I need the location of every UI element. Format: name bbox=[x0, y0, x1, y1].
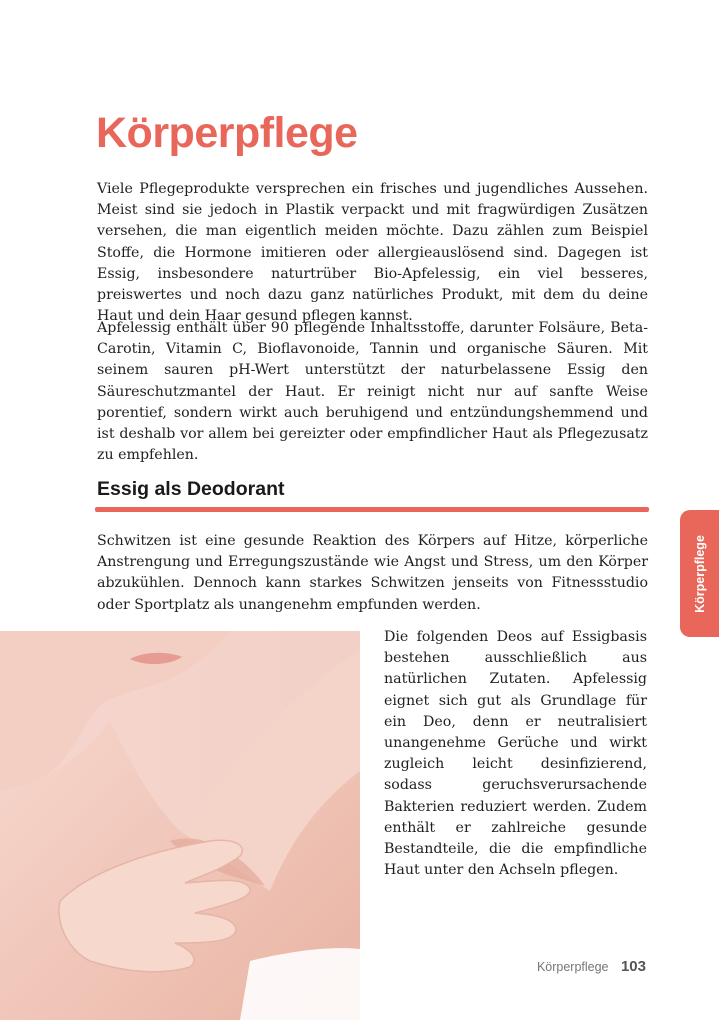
armpit-photo-illustration bbox=[0, 631, 360, 1020]
section-side-paragraph: Die folgenden Deos auf Essigbasis bestehen ausschließlich aus natürlichen Zutaten. Apfelessig eignet sich gut als Grundlage für ein Deo, denn er neutralisiert unangenehme Gerüche und wirkt zugleich leicht desinfizierend, sodass geruchsverursachende Bakterien reduziert werden. Zudem enthält er zahlreiche gesunde Bestandteile, die die empfindliche Haut unter den Achseln pflegen. bbox=[384, 629, 647, 879]
page-footer bbox=[537, 958, 646, 976]
page-number: 103 bbox=[620, 958, 646, 975]
section-intro-paragraph: Schwitzen ist eine gesunde Reaktion des Körpers auf Hitze, körperliche Anstrengung und Erregungszustände wie Angst und Stress, um den Körper abzukühlen. Dennoch kann starkes Schwitzen jenseits von Fitnessstudio oder Sportplatz als unangenehm empfunden werden. bbox=[97, 533, 648, 613]
chapter-tab-label: Körperpflege bbox=[692, 534, 707, 613]
footer-chapter-label: Körperpflege bbox=[536, 960, 609, 974]
page-title: Körperpflege bbox=[96, 109, 358, 157]
chapter-tab bbox=[680, 510, 719, 637]
armpit-photo bbox=[0, 631, 360, 1020]
section-divider bbox=[95, 507, 649, 512]
intro-paragraph-1: Viele Pflegeprodukte versprechen ein frisches und jugendliches Aussehen. Meist sind sie jedoch in Plastik verpackt und mit fragwürdigen Zusätzen versehen, die man eigentlich meiden möchte. Dazu zählen zum Beispiel Stoffe, die Hormone imitieren oder allergieauslösend sind. Dagegen ist Essig, insbesondere naturtrüber Bio-Apfelessig, ein viel besseres, preiswertes und noch dazu ganz natürliches Produkt, mit dem du deine Haut und dein Haar gesund pflegen kannst. bbox=[97, 181, 648, 325]
section-heading: Essig als Deodorant bbox=[97, 478, 285, 500]
intro-paragraph-2: Apfelessig enthält über 90 pflegende Inhaltsstoffe, darunter Folsäure, Beta-Carotin, Vitamin C, Bioflavonoide, Tannin und organische Säuren. Mit seinem sauren pH-Wert unterstützt der naturbelassene Essig den Säureschutzmantel der Haut. Er reinigt nicht nur auf sanfte Weise porentief, sondern wirkt auch beruhigend und entzündungshemmend und ist deshalb vor allem bei gereizter oder empfindlicher Haut als Pflegezusatz zu empfehlen. bbox=[97, 320, 648, 464]
